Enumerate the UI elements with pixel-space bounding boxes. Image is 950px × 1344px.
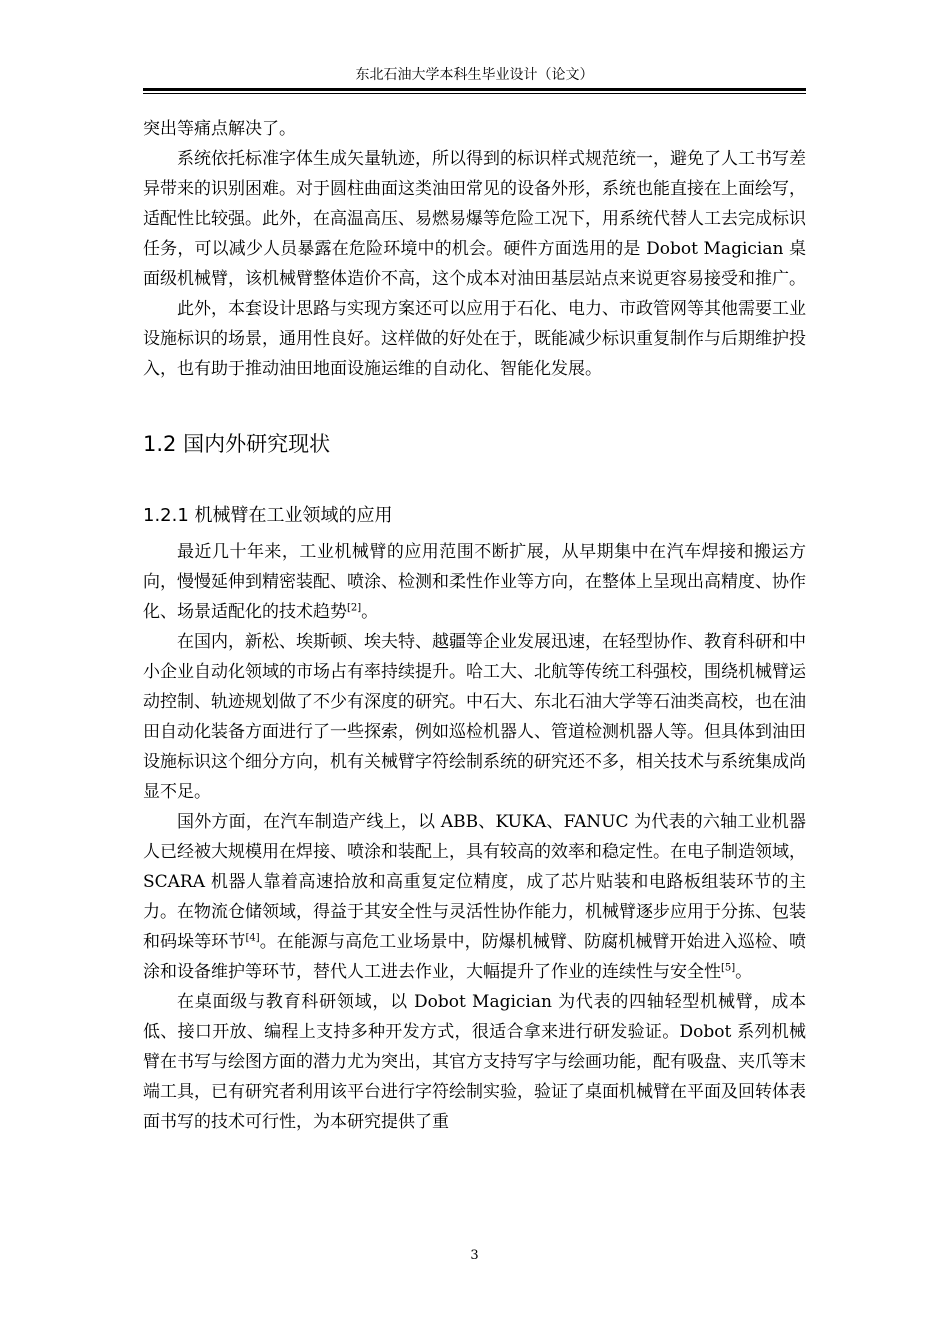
running-header: 东北石油大学本科生毕业设计（论文） xyxy=(355,67,594,83)
paragraph: 此外，本套设计思路与实现方案还可以应用于石化、电力、市政管网等其他需要工业设施标识的场景，通用性良好。这样做的好处在于，既能减少标识重复制作与后期维护投入，也有助于推动油田地面设施运维的自动化、智能化发展。 xyxy=(143,299,806,379)
paragraph-text: 。 xyxy=(361,602,379,622)
paragraph-text: 。在能源与高危工业场景中，防爆机械臂、防腐机械臂开始进入巡检、喷涂和设备维护等环节，替代人工进去作业，大幅提升了作业的连续性与安全性 xyxy=(143,932,807,982)
page-body xyxy=(143,114,806,1137)
paragraph: 在国内，新松、埃斯顿、埃夫特、越疆等企业发展迅速，在轻型协作、教育科研和中小企业自动化领域的市场占有率持续提升。哈工大、北航等传统工科强校，围绕机械臂运动控制、轨迹规划做了不少有深度的研究。中石大、东北石油大学等石油类高校，也在油田自动化装备方面进行了一些探索，例如巡检机器人、管道检测机器人等。但具体到油田设施标识这个细分方向，机有关械臂字符绘制系统的研究还不多，相关技术与系统集成尚显不足。 xyxy=(143,632,806,802)
section-heading: 1.2 国内外研究现状 xyxy=(143,432,331,456)
paragraph xyxy=(143,537,806,627)
citation: [4] xyxy=(245,932,260,944)
paragraph-text: 最近几十年来，工业机械臂的应用范围不断扩展，从早期集中在汽车焊接和搬运方向，慢慢延伸到精密装配、喷涂、检测和柔性作业等方向，在整体上呈现出高精度、协作化、场景适配化的技术趋势 xyxy=(143,542,806,622)
header-rule-thin xyxy=(143,93,806,94)
citation: [5] xyxy=(721,962,736,974)
paragraph-text: 国外方面，在汽车制造产线上，以 ABB、KUKA、FANUC 为代表的六轴工业机器人已经被大规模用在焊接、喷涂和装配上，具有较高的效率和稳定性。在电子制造领域，SCARA 机器人靠着高速拾放和高重复定位精度，成了芯片贴装和电路板组装环节的主力。在物流仓储领域，得益于其安全性与灵活性协作能力，机械臂逐步应用于分拣、包装和码垛等环节 xyxy=(143,812,806,952)
paragraph: 系统依托标准字体生成矢量轨迹，所以得到的标识样式规范统一，避免了人工书写差异带来的识别困难。对于圆柱曲面这类油田常见的设备外形，系统也能直接在上面绘写，适配性比较强。此外，在高温高压、易燃易爆等危险工况下，用系统代替人工去完成标识任务，可以减少人员暴露在危险环境中的机会。硬件方面选用的是 Dobot Magician 桌面级机械臂，该机械臂整体造价不高，这个成本对油田基层站点来说更容易接受和推广。 xyxy=(143,149,806,289)
paragraph: 突出等痛点解决了。 xyxy=(143,119,296,139)
header-rule-thick xyxy=(143,88,806,91)
page-number: 3 xyxy=(470,1248,479,1263)
paragraph-text: 。 xyxy=(735,962,753,982)
paragraph xyxy=(143,807,806,987)
paragraph: 在桌面级与教育科研领域，以 Dobot Magician 为代表的四轴轻型机械臂，成本低、接口开放、编程上支持多种开发方式，很适合拿来进行研发验证。Dobot 系列机械臂在书写与绘图方面的潜力尤为突出，其官方支持写字与绘画功能，配有吸盘、夹爪等末端工具，已有研究者利用该平台进行字符绘制实验，验证了桌面机械臂在平面及回转体表面书写的技术可行性，为本研究提供了重 xyxy=(143,992,806,1132)
citation: [2] xyxy=(347,602,362,614)
subsection-heading: 1.2.1 机械臂在工业领域的应用 xyxy=(143,505,393,526)
